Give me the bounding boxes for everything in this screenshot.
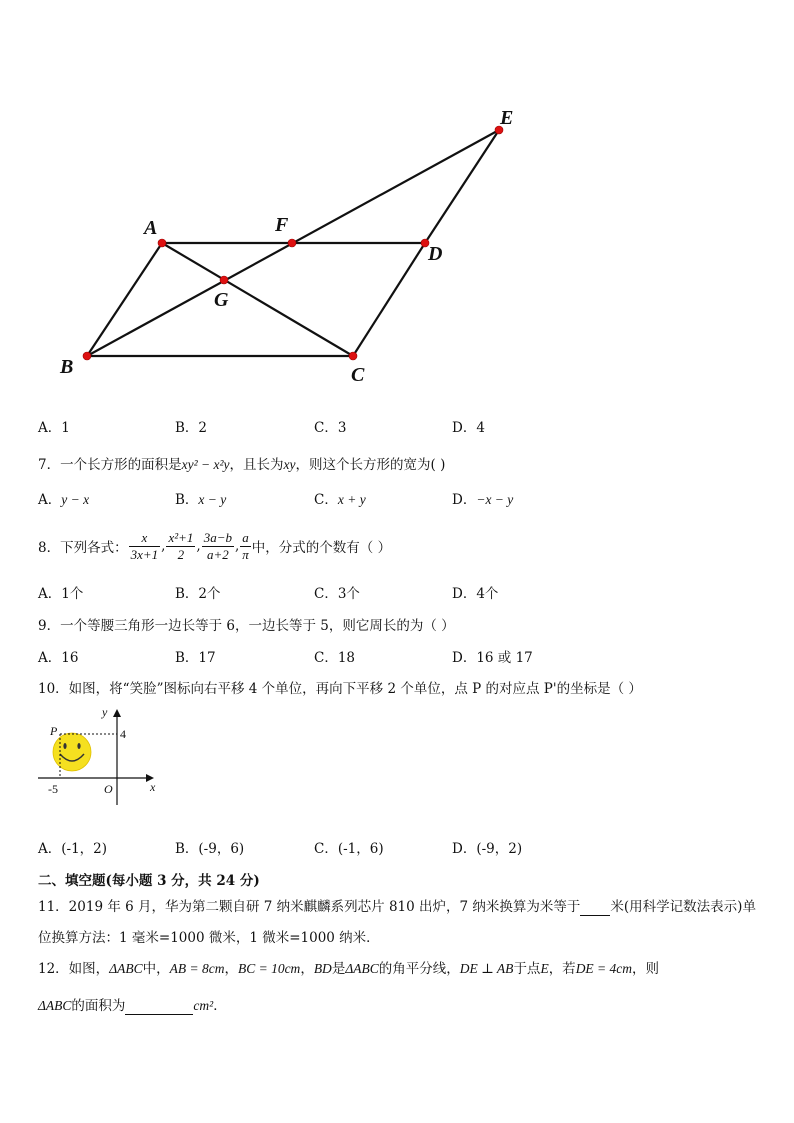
q8-prefix: 8．下列各式： bbox=[38, 540, 128, 556]
q8-fraction-2: $\frac{\text{x²+1}}{2}$ bbox=[168, 529, 194, 562]
q10-option-d[interactable]: D．(-9，2) bbox=[452, 841, 523, 857]
q7-option-b[interactable] bbox=[175, 488, 226, 508]
q9-option-a[interactable]: A．16 bbox=[38, 650, 79, 666]
q10-option-c[interactable]: C．(-1，6) bbox=[314, 841, 384, 857]
smiley-coordinate-figure bbox=[34, 700, 174, 805]
q6-option-d[interactable]: D．4 bbox=[452, 420, 485, 436]
q12-de-perp-ab: DE ⊥ AB bbox=[459, 961, 514, 976]
q7-option-b-expr: x − y bbox=[198, 492, 227, 507]
label-y: y bbox=[102, 705, 108, 719]
question-10: 10．如图，将“笑脸”图标向右平移 4 个单位，再向下平移 2 个单位，点 P 的对应点 P'的坐标是（ ） bbox=[38, 681, 642, 697]
q7-option-d-letter: D． bbox=[452, 492, 477, 508]
label-four: 4 bbox=[120, 727, 126, 741]
q12-bc: BC = 10cm bbox=[237, 961, 301, 976]
label-a: A bbox=[144, 217, 158, 239]
q12-sep2: ， bbox=[300, 961, 314, 977]
label-c: C bbox=[351, 364, 365, 386]
q6-option-c[interactable]: C．3 bbox=[314, 420, 347, 436]
q9-option-c[interactable]: C．18 bbox=[314, 650, 356, 666]
question-11-line-1 bbox=[38, 895, 756, 916]
q7-option-c[interactable] bbox=[314, 488, 366, 508]
q7-option-a-expr: y − x bbox=[61, 492, 90, 507]
q12-unit: cm² bbox=[193, 998, 214, 1013]
q9-option-b[interactable]: B．17 bbox=[175, 650, 216, 666]
q11-text-a: 11．2019 年 6 月，华为第二颗自研 7 纳米麒麟系列芯片 810 出炉，7 纳米换算为米等于 bbox=[38, 899, 581, 915]
q12-sep1: ， bbox=[224, 961, 238, 977]
label-x: x bbox=[150, 780, 156, 794]
q12-p4: 的角平分线， bbox=[378, 961, 460, 977]
q12-answer-blank[interactable] bbox=[125, 998, 193, 1015]
q8-fraction-4: $\frac{a}{\pi}$ bbox=[242, 529, 249, 562]
q7-suffix: ，则这个长方形的宽为( ) bbox=[295, 457, 446, 473]
q7-option-d-expr: −x − y bbox=[476, 492, 514, 507]
point-a bbox=[158, 239, 166, 247]
q12-p7: ，则 bbox=[632, 961, 660, 977]
question-9: 9．一个等腰三角形一边长等于 6，一边长等于 5，则它周长的为（ ） bbox=[38, 618, 455, 634]
label-e: E bbox=[500, 107, 514, 129]
smiley-face-icon bbox=[53, 733, 91, 771]
q7-option-c-letter: C． bbox=[314, 492, 338, 508]
q12-bd: BD bbox=[313, 961, 332, 976]
q6-option-b[interactable]: B．2 bbox=[175, 420, 208, 436]
q12-point-e: E bbox=[540, 961, 549, 976]
label-p: P bbox=[50, 724, 58, 738]
q8-fraction-3: $\frac{3a-b}{a+2}$ bbox=[203, 529, 232, 562]
q6-option-a[interactable]: A．1 bbox=[38, 420, 70, 436]
q8-fraction-1: $\frac{x}{3x+1}$ bbox=[130, 529, 159, 562]
point-c bbox=[349, 352, 357, 360]
q7-option-c-expr: x + y bbox=[337, 492, 366, 507]
question-12-line-1 bbox=[38, 957, 659, 977]
segment-dc bbox=[353, 243, 425, 356]
question-7 bbox=[38, 453, 445, 473]
q7-area-expr: xy² − x²y bbox=[181, 457, 230, 472]
q12-line2-text: 的面积为 bbox=[71, 998, 126, 1014]
q12-p5: 于点 bbox=[513, 961, 541, 977]
q12-p6: ，若 bbox=[548, 961, 576, 977]
q12-p1: 12．如图， bbox=[38, 961, 110, 977]
y-axis-arrow bbox=[113, 709, 121, 717]
q12-p3: 是 bbox=[331, 961, 346, 977]
q8-option-b[interactable]: B．2个 bbox=[175, 586, 221, 602]
geometry-figure bbox=[40, 100, 540, 390]
question-8: 8．下列各式： $\frac{x}{3x+1}$ , $\frac{\text{x²+1}}{2}$ , $\frac{3a-b}{a+2}$ , $\frac{a}{\pi}$ 中，分式的个数有（ ） bbox=[38, 529, 392, 562]
q7-option-b-letter: B． bbox=[175, 492, 199, 508]
point-f bbox=[288, 239, 296, 247]
q12-ab: AB = 8cm bbox=[169, 961, 225, 976]
q7-option-a-letter: A． bbox=[38, 492, 62, 508]
q10-option-b[interactable]: B．(-9，6) bbox=[175, 841, 245, 857]
q8-option-a[interactable]: A．1个 bbox=[38, 586, 84, 602]
q12-triangle-2: ΔABC bbox=[345, 961, 379, 976]
point-g bbox=[220, 276, 228, 284]
smiley-left-eye bbox=[63, 743, 66, 749]
q11-text-b: 米(用科学记数法表示)单 bbox=[610, 899, 756, 915]
smiley-right-eye bbox=[77, 743, 80, 749]
q11-answer-blank[interactable] bbox=[580, 899, 610, 916]
q7-option-d[interactable] bbox=[452, 488, 513, 508]
q9-option-d[interactable]: D．16 或 17 bbox=[452, 650, 533, 666]
label-g: G bbox=[214, 289, 229, 311]
q7-option-a[interactable] bbox=[38, 488, 89, 508]
section-heading-fill-in: 二、填空题(每小题 3 分，共 24 分) bbox=[38, 873, 260, 889]
point-b bbox=[83, 352, 91, 360]
label-d: D bbox=[428, 243, 443, 265]
label-origin: O bbox=[104, 782, 113, 796]
label-minus-five: -5 bbox=[48, 782, 58, 796]
q7-length-expr: xy bbox=[283, 457, 296, 472]
segment-ab bbox=[87, 243, 162, 356]
q12-de-length: DE = 4cm bbox=[575, 961, 633, 976]
q12-triangle: ΔABC bbox=[109, 961, 143, 976]
q12-line2-triangle: ΔABC bbox=[38, 998, 72, 1013]
label-f: F bbox=[275, 214, 289, 236]
question-12-line-2 bbox=[38, 994, 227, 1015]
q12-p2: 中， bbox=[142, 961, 170, 977]
q7-prefix: 7．一个长方形的面积是 bbox=[38, 457, 182, 473]
q8-suffix: 中，分式的个数有（ ） bbox=[251, 540, 392, 556]
q8-option-d[interactable]: D．4个 bbox=[452, 586, 499, 602]
segment-de bbox=[425, 130, 499, 243]
label-b: B bbox=[60, 356, 74, 378]
q7-mid: ，且长为 bbox=[229, 457, 284, 473]
q8-option-c[interactable]: C．3个 bbox=[314, 586, 360, 602]
q12-end: ． bbox=[213, 998, 227, 1014]
q10-option-a[interactable]: A．(-1，2) bbox=[38, 841, 108, 857]
question-11-line-2: 位换算方法：1 毫米=1000 微米，1 微米=1000 纳米． bbox=[38, 930, 380, 946]
